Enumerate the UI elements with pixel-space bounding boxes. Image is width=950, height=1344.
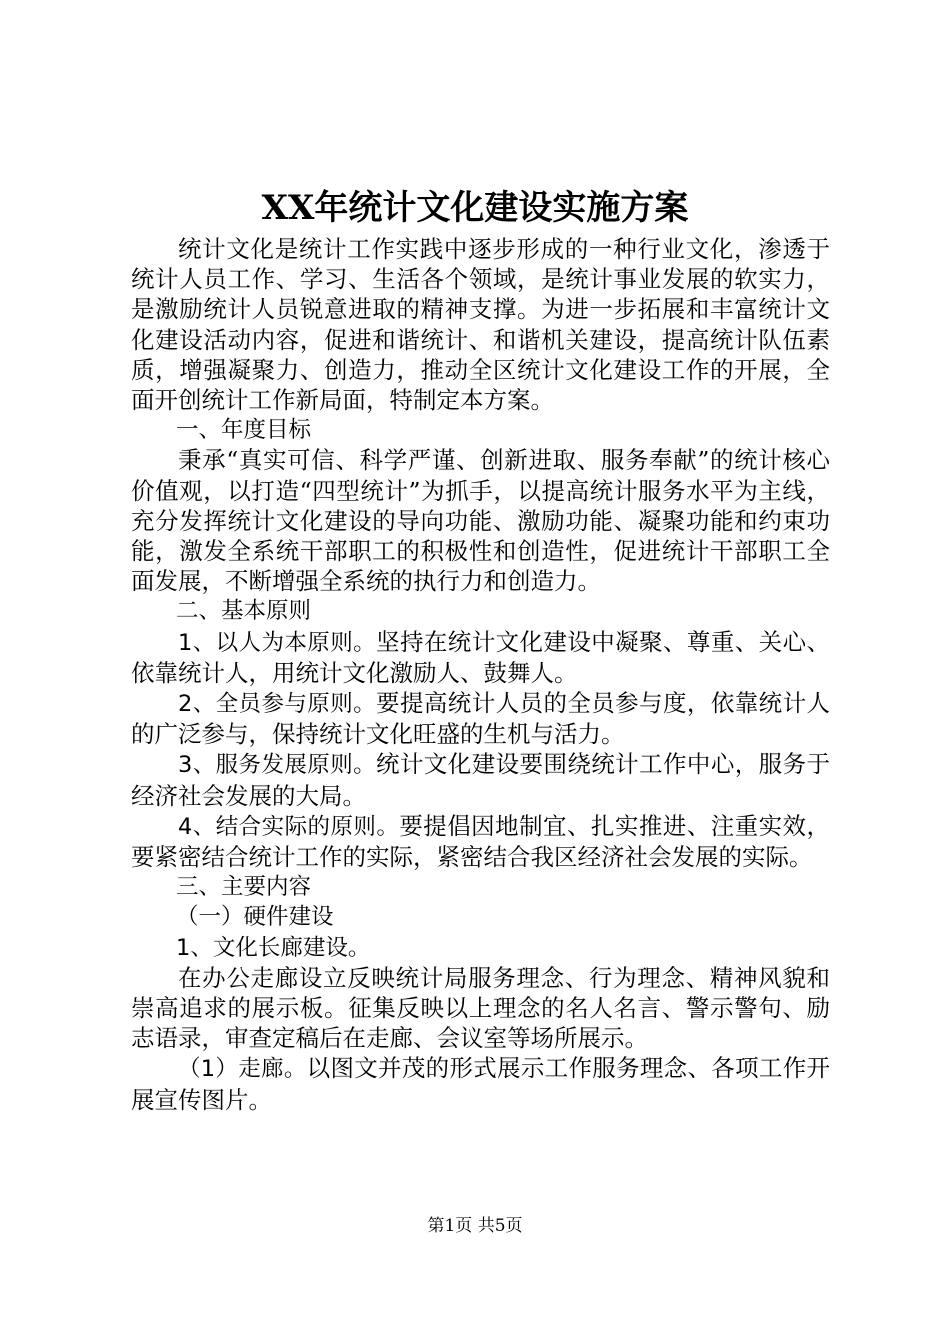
principle-text: 要提高统计人员的全员参与度，依靠统计人的广泛参与，保持统计文化旺盛的生机与活力。 (131, 689, 830, 749)
principle-text: 统计文化建设要围绕统计工作中心，服务于经济社会发展的大局。 (131, 750, 830, 810)
section-heading-principles: 二、基本原则 (176, 598, 312, 625)
principle-paragraph (131, 749, 830, 810)
principle-text: 要提倡因地制宜、扎实推进、注重实效，要紧密结合统计工作的实际，紧密结合我区经济社会发展的实际。 (131, 811, 830, 872)
culture-corridor-paragraph: 在办公走廊设立反映统计局服务理念、行为理念、精神风貌和崇高追求的展示板。征集反映以上理念的名人名言、警示警句、励志语录，审查定稿后在走廊、会议室等场所展示。 (131, 963, 830, 1053)
intro-paragraph: 统计文化是统计工作实践中逐步形成的一种行业文化，渗透于统计人员工作、学习、生活各个领域，是统计事业发展的软实力，是激励统计人员锐意进取的精神支撑。为进一步拓展和丰富统计文化建设活动内容，促进和谐统计、和谐机关建设，提高统计队伍素质，增强凝聚力、创造力，推动全区统计文化建设工作的开展，全面开创统计工作新局面，特制定本方案。 (131, 235, 830, 415)
principle-lead: 2、全员参与原则。 (178, 691, 377, 718)
principle-paragraph (131, 688, 830, 749)
principle-lead: 3、服务发展原则。 (178, 752, 377, 779)
subsection-heading-hardware: （一）硬件建设 (176, 904, 334, 931)
principle-lead: 4、结合实际的原则。 (178, 813, 400, 840)
principle-paragraph (131, 811, 830, 872)
section-heading-goals: 一、年度目标 (176, 417, 312, 444)
corridor-lead: （1）走廊。 (178, 1056, 307, 1083)
principle-text: 坚持在统计文化建设中凝聚、尊重、关心、依靠统计人，用统计文化激励人、鼓舞人。 (131, 627, 830, 687)
document-title: XX年统计文化建设实施方案 (261, 188, 689, 228)
page-number: 第1页 共5页 (427, 1216, 523, 1236)
goals-paragraph: 秉承“真实可信、科学严谨、创新进取、服务奉献”的统计核心价值观，以打造“四型统计”为抓手，以提高统计服务水平为主线，充分发挥统计文化建设的导向功能、激励功能、凝聚功能和约束功能，激发全系统干部职工的积极性和创造性，促进统计干部职工全面发展，不断增强全系统的执行力和创造力。 (131, 446, 830, 596)
item-heading-culture-corridor: 1、文化长廊建设。 (176, 934, 371, 961)
principle-paragraph (131, 627, 830, 688)
corridor-paragraph (131, 1053, 830, 1114)
section-heading-content: 三、主要内容 (176, 874, 312, 901)
corridor-text: 以图文并茂的形式展示工作服务理念、各项工作开展宣传图片。 (131, 1054, 830, 1114)
principle-lead: 1、以人为本原则。 (178, 629, 377, 656)
document-body (131, 234, 830, 1115)
